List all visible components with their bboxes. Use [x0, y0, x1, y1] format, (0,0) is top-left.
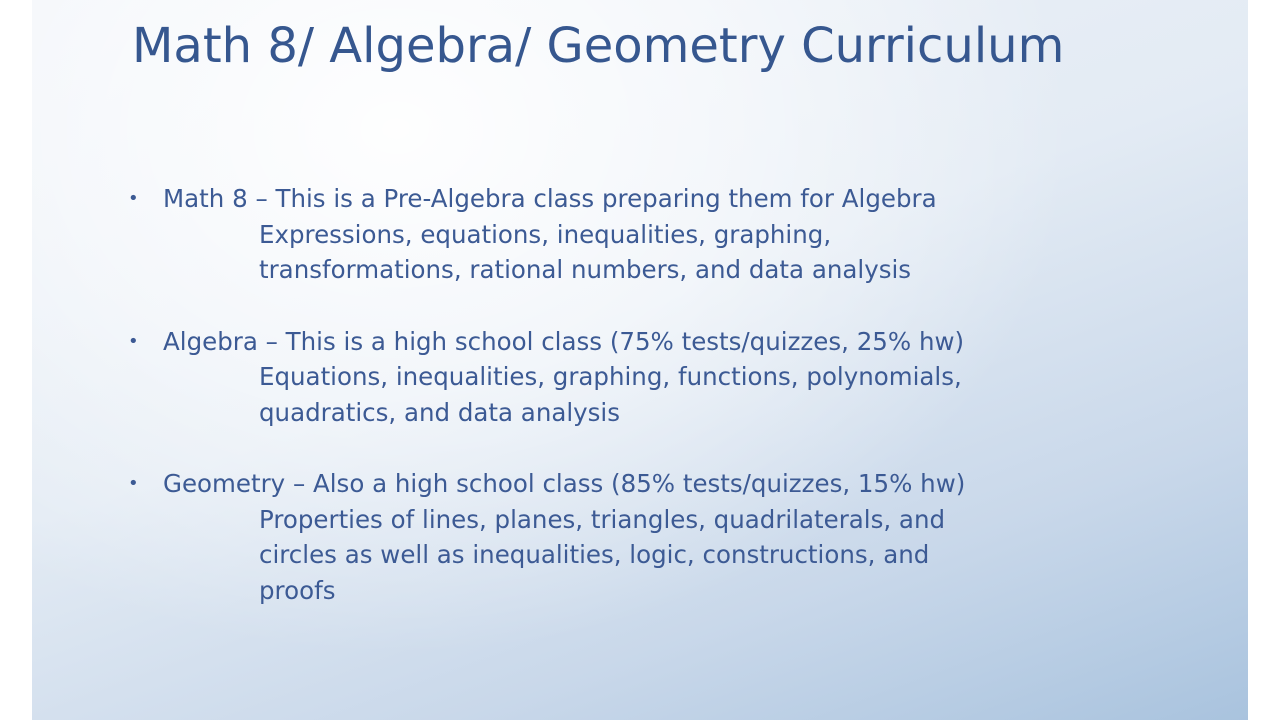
bullet-dot-icon: •: [128, 473, 139, 494]
detail-line: proofs: [259, 575, 336, 605]
bullet-algebra: [32, 324, 1248, 431]
bullet-math8: [32, 181, 1248, 288]
detail-line: transformations, rational numbers, and data analysis: [259, 255, 912, 284]
bullet-detail: [32, 359, 1139, 430]
detail-line: Equations, inequalities, graphing, functions, polynomials,: [259, 362, 962, 391]
bullet-geometry: [32, 466, 1248, 608]
bullet-heading: Math 8 – This is a Pre-Algebra class preparing them for Algebra: [163, 184, 937, 213]
detail-line: circles as well as inequalities, logic, constructions, and: [259, 540, 930, 569]
bullet-detail: [32, 217, 1139, 288]
slide: [32, 0, 1248, 720]
bullet-heading: Geometry – Also a high school class (85% tests/quizzes, 15% hw): [163, 469, 966, 498]
bullet-list: [32, 181, 1248, 644]
bullet-heading: Algebra – This is a high school class (75% tests/quizzes, 25% hw): [163, 326, 965, 356]
slide-title: Math 8/ Algebra/ Geometry Curriculum: [132, 18, 1065, 74]
bullet-dot-icon: •: [128, 330, 139, 352]
detail-line: quadratics, and data analysis: [259, 397, 621, 427]
bullet-dot-icon: •: [128, 188, 139, 209]
detail-line: Expressions, equations, inequalities, graphing,: [259, 219, 832, 249]
bullet-detail: [32, 502, 1139, 609]
detail-line: Properties of lines, planes, triangles, quadrilaterals, and: [259, 504, 946, 534]
